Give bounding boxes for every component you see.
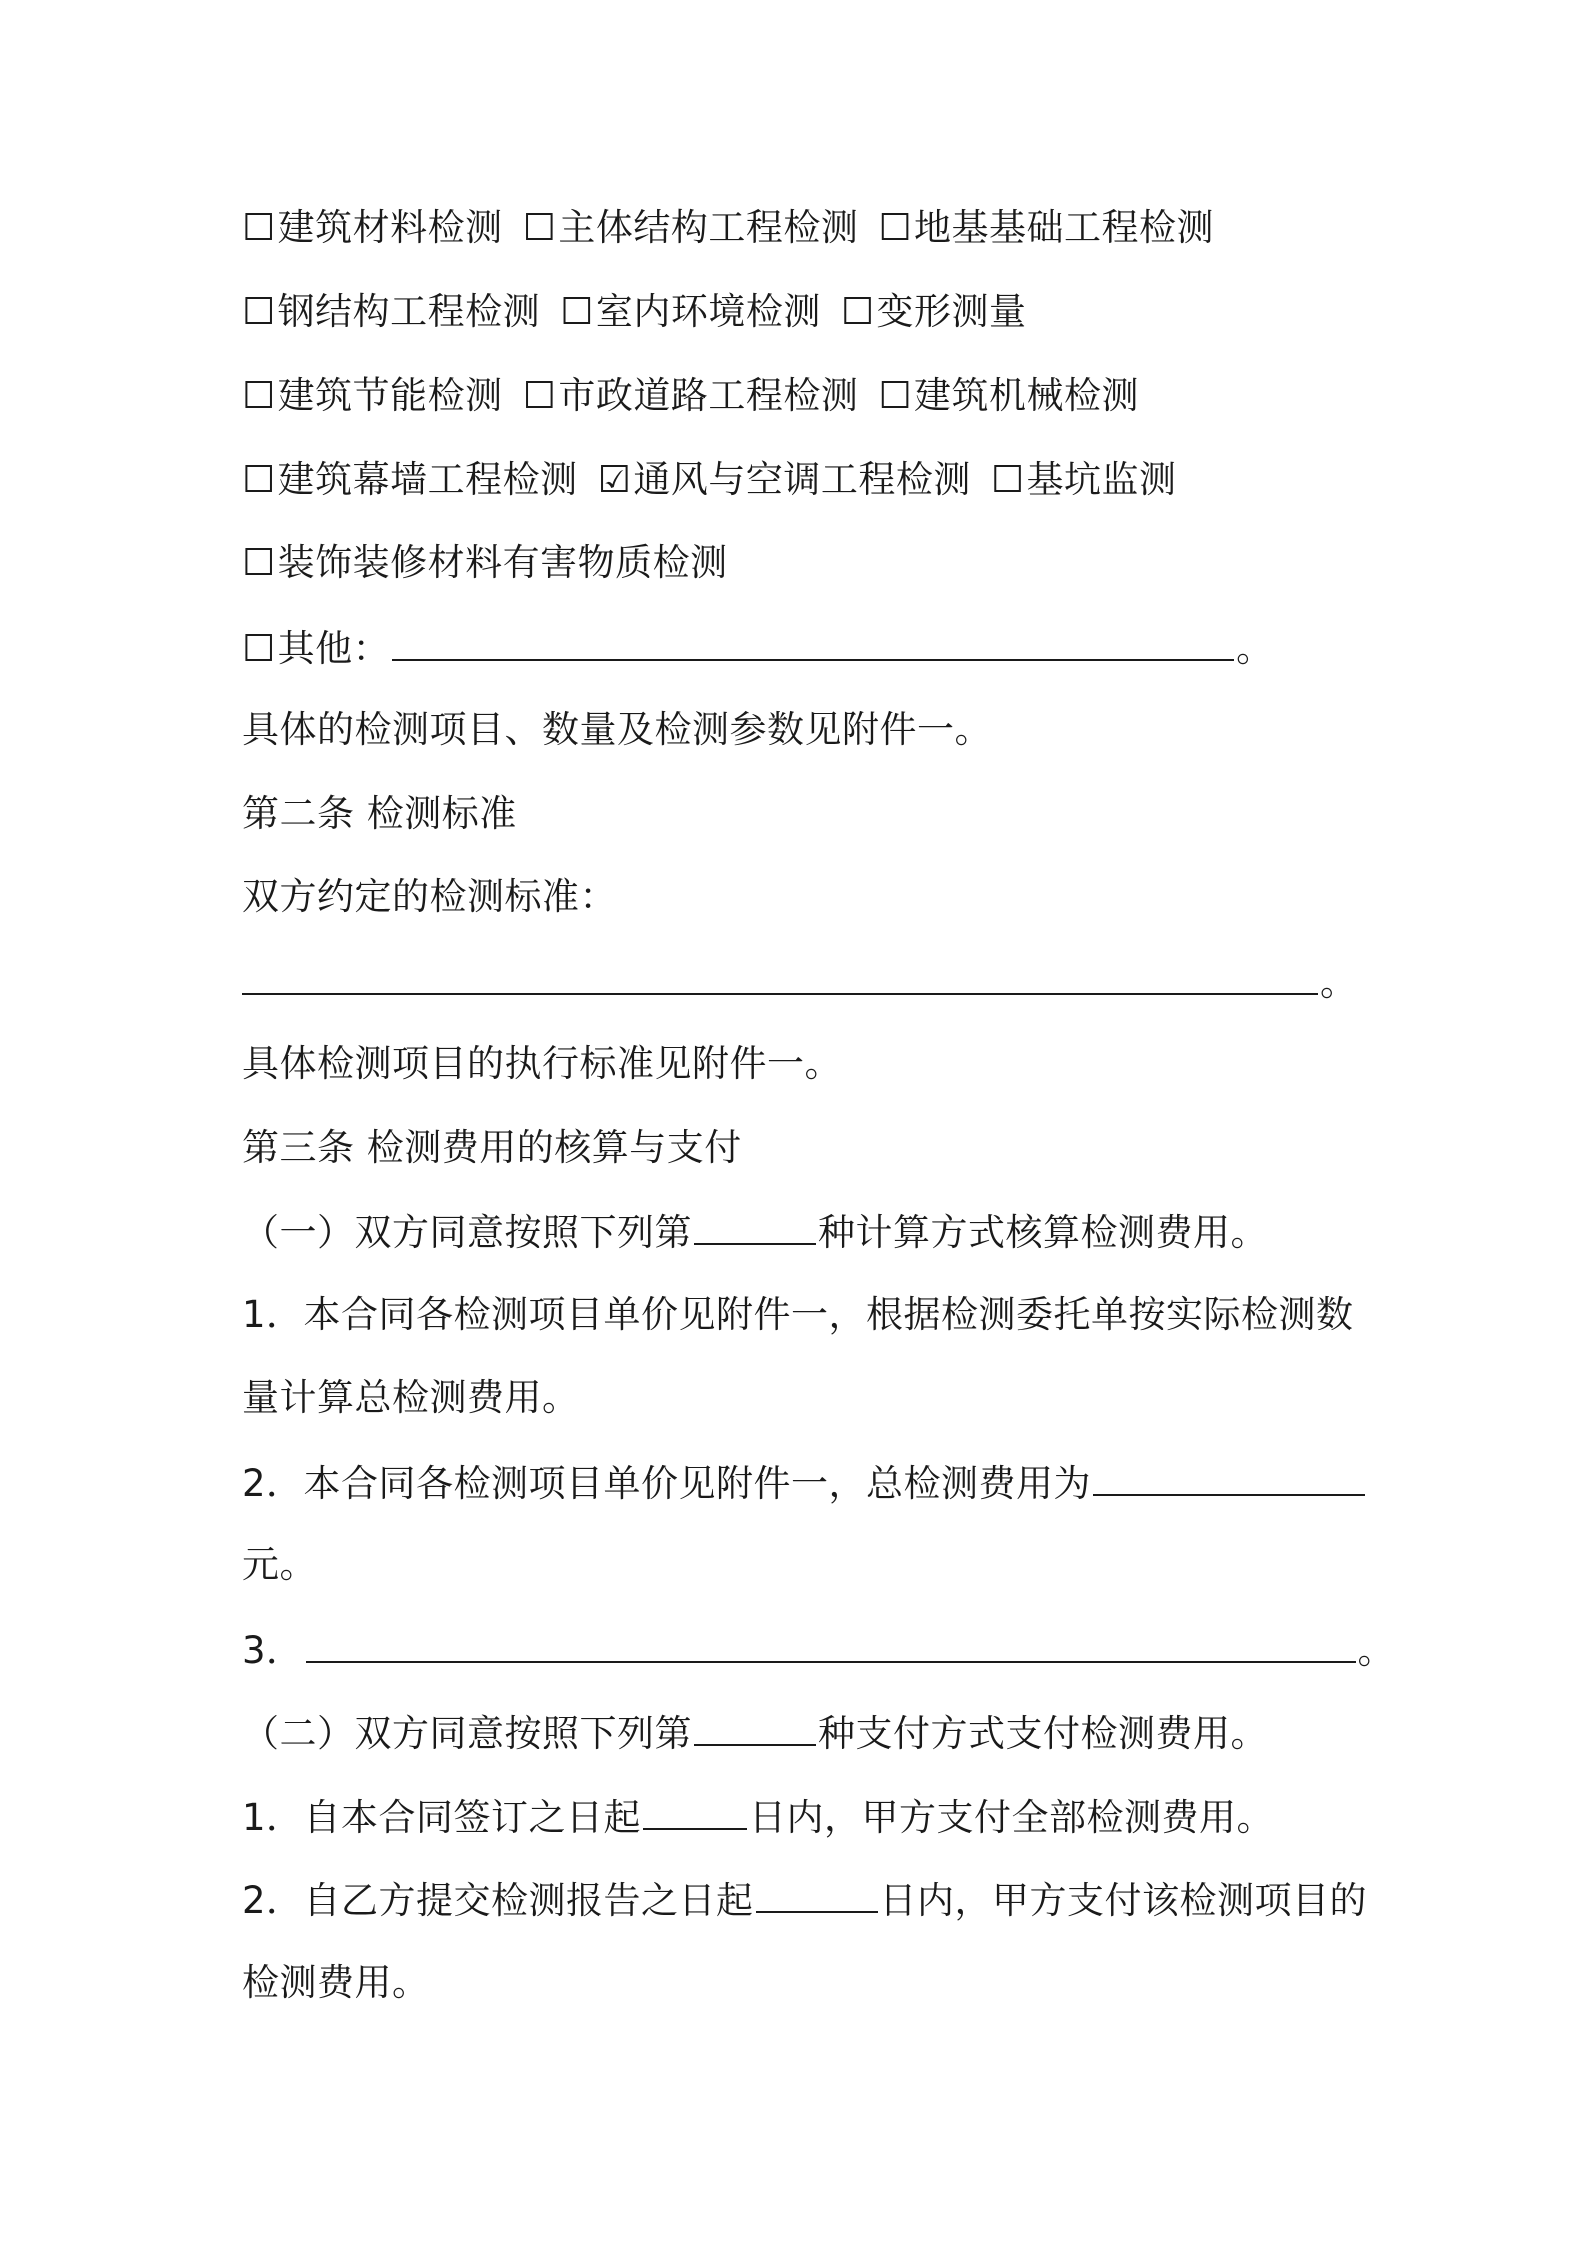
checkbox-row-4 [242, 456, 1177, 504]
payment-1-suffix: 日内，甲方支付全部检测费用。 [749, 1796, 1275, 1839]
checkbox-label: 建筑节能检测 [277, 374, 503, 417]
checkbox-label: 基坑监测 [1026, 458, 1177, 501]
other-blank-field[interactable] [392, 623, 1234, 661]
checkbox-label: 钢结构工程检测 [277, 290, 541, 333]
checkbox-label: 通风与空调工程检测 [633, 458, 971, 501]
checkbox-other[interactable]: ☐ [242, 627, 276, 670]
checkbox-pit-monitoring[interactable]: ☐ [990, 458, 1025, 501]
calc-method-line [242, 1207, 1268, 1257]
item-note: 具体的检测项目、数量及检测参数见附件一。 [242, 708, 992, 751]
payment-2-suffix: 日内，甲方支付该检测项目的 [879, 1879, 1368, 1922]
checkbox-label: 建筑幕墙工程检测 [277, 458, 578, 501]
pay-suffix: 种支付方式支付检测费用。 [818, 1712, 1268, 1755]
checkbox-row-other [242, 623, 1274, 673]
payment-method-blank[interactable] [694, 1708, 816, 1746]
other-end: 。 [1236, 627, 1274, 670]
checkbox-building-materials[interactable]: ☐ [242, 206, 276, 249]
checkbox-main-structure[interactable]: ☐ [522, 206, 557, 249]
article-2-agreed-standard: 双方约定的检测标准： [242, 875, 617, 918]
payment-2-line-1 [242, 1875, 1367, 1925]
payment-2-days-blank[interactable] [756, 1875, 878, 1913]
checkbox-ventilation[interactable]: ☑ [597, 458, 632, 501]
method-3-end: 。 [1357, 1629, 1396, 1672]
method-1-line-1: 1．本合同各检测项目单价见附件一，根据检测委托单按实际检测数 [242, 1293, 1354, 1336]
checkbox-row-5 [242, 539, 728, 587]
checkbox-steel-structure[interactable]: ☐ [242, 290, 276, 333]
payment-1-line [242, 1792, 1274, 1842]
checkbox-row-1 [242, 204, 1214, 252]
checkbox-label: 市政道路工程检测 [558, 374, 859, 417]
checkbox-label: 地基基础工程检测 [914, 206, 1215, 249]
calc-prefix: （一）双方同意按照下列第 [242, 1211, 692, 1254]
standard-blank-field[interactable] [242, 957, 1318, 995]
calc-suffix: 种计算方式核算检测费用。 [818, 1211, 1268, 1254]
checkbox-foundation[interactable]: ☐ [878, 206, 913, 249]
checkbox-decoration-materials[interactable]: ☐ [242, 541, 276, 584]
calc-method-blank[interactable] [694, 1207, 816, 1245]
method-2-prefix: 2．本合同各检测项目单价见附件一，总检测费用为 [242, 1462, 1092, 1505]
standard-end: 。 [1320, 961, 1358, 1004]
method-3-prefix: 3． [242, 1629, 304, 1672]
checkbox-label: 主体结构工程检测 [558, 206, 859, 249]
method-3-blank[interactable] [306, 1625, 1356, 1663]
checkbox-deformation[interactable]: ☐ [840, 290, 875, 333]
checkbox-machinery[interactable]: ☐ [878, 374, 913, 417]
checkbox-label: 变形测量 [876, 290, 1027, 333]
standard-blank-line [242, 957, 1358, 1007]
method-2-line-1 [242, 1458, 1367, 1508]
method-1-line-2: 量计算总检测费用。 [242, 1376, 580, 1419]
checkbox-label: 室内环境检测 [595, 290, 821, 333]
checkbox-label: 建筑机械检测 [914, 374, 1140, 417]
payment-1-prefix: 1．自本合同签订之日起 [242, 1796, 642, 1839]
payment-1-days-blank[interactable] [643, 1792, 747, 1830]
checkbox-row-2 [242, 288, 1027, 336]
pay-prefix: （二）双方同意按照下列第 [242, 1712, 692, 1755]
checkbox-curtain-wall[interactable]: ☐ [242, 458, 276, 501]
checkbox-municipal-road[interactable]: ☐ [522, 374, 557, 417]
checkbox-row-3 [242, 372, 1139, 420]
other-label: 其他： [277, 627, 391, 670]
article-2-heading: 第二条 检测标准 [242, 792, 517, 835]
method-2-line-2: 元。 [242, 1543, 317, 1586]
payment-2-prefix: 2．自乙方提交检测报告之日起 [242, 1879, 754, 1922]
article-2-note: 具体检测项目的执行标准见附件一。 [242, 1042, 842, 1085]
checkbox-indoor-environment[interactable]: ☐ [560, 290, 594, 333]
checkbox-energy-saving[interactable]: ☐ [242, 374, 276, 417]
payment-method-line [242, 1708, 1268, 1758]
checkbox-label: 装饰装修材料有害物质检测 [277, 541, 728, 584]
checkbox-label: 建筑材料检测 [277, 206, 503, 249]
payment-2-line-2: 检测费用。 [242, 1961, 430, 2004]
article-3-heading: 第三条 检测费用的核算与支付 [242, 1126, 742, 1169]
method-3-line [242, 1625, 1395, 1675]
total-fee-blank[interactable] [1093, 1458, 1365, 1496]
